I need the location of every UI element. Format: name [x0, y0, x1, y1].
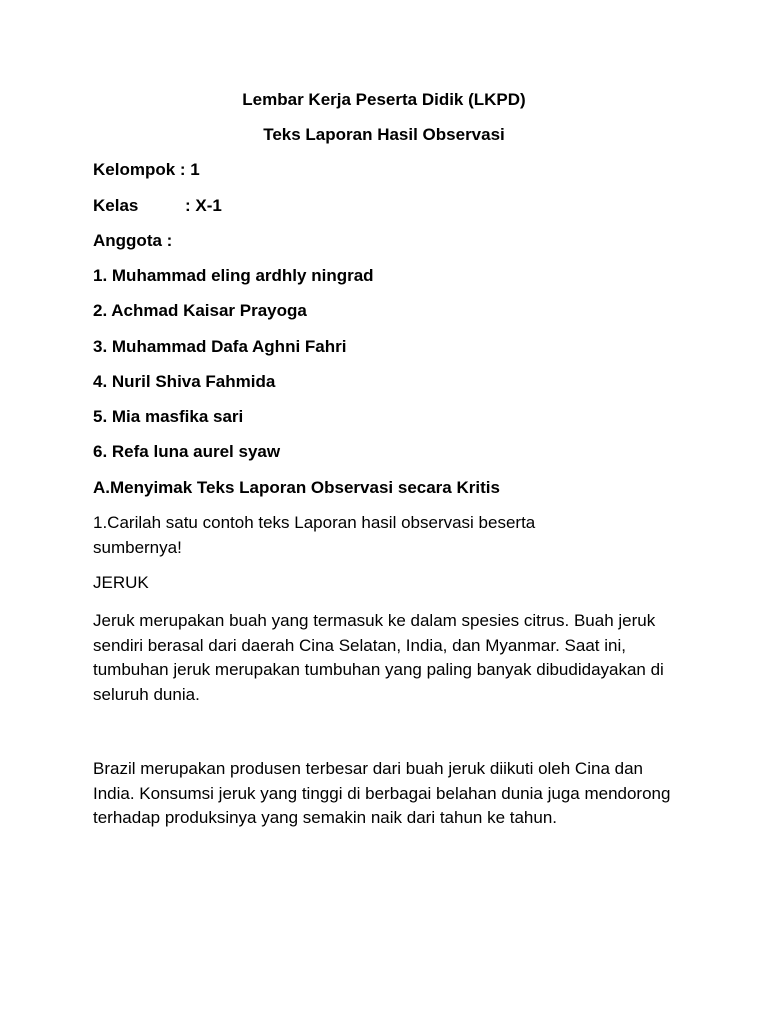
kelas-value: : X-1 — [185, 196, 222, 215]
kelas-label: Kelas — [93, 196, 139, 215]
member-item-5: 5. Mia masfika sari — [93, 407, 244, 426]
member-item-1: 1. Muhammad eling ardhly ningrad — [93, 266, 374, 285]
section-a-heading: A.Menyimak Teks Laporan Observasi secara Kritis — [93, 478, 500, 497]
text-title: JERUK — [93, 573, 149, 592]
kelompok-line: Kelompok : 1 — [93, 160, 200, 179]
kelas-line — [93, 194, 222, 218]
member-item-3: 3. Muhammad Dafa Aghni Fahri — [93, 337, 347, 356]
member-item-6: 6. Refa luna aurel syaw — [93, 442, 281, 461]
document-title: Lembar Kerja Peserta Didik (LKPD) — [242, 90, 526, 109]
member-item-4: 4. Nuril Shiva Fahmida — [93, 372, 276, 391]
anggota-label: Anggota : — [93, 231, 173, 250]
section-a-question: 1.Carilah satu contoh teks Laporan hasil observasi beserta sumbernya! — [93, 513, 536, 557]
member-item-2: 2. Achmad Kaisar Prayoga — [93, 301, 307, 320]
paragraph-2: Brazil merupakan produsen terbesar dari buah jeruk diikuti oleh Cina dan India. Konsumsi jeruk yang tinggi di berbagai belahan dunia juga mendorong terhadap produksinya yang semakin naik dari tahun ke tahun. — [93, 759, 671, 827]
paragraph-1: Jeruk merupakan buah yang termasuk ke dalam spesies citrus. Buah jeruk sendiri berasal dari daerah Cina Selatan, India, dan Myanmar. Saat ini, tumbuhan jeruk merupakan tumbuhan yang paling banyak dibudidayakan di seluruh dunia. — [93, 611, 664, 704]
document-subtitle: Teks Laporan Hasil Observasi — [263, 125, 505, 144]
